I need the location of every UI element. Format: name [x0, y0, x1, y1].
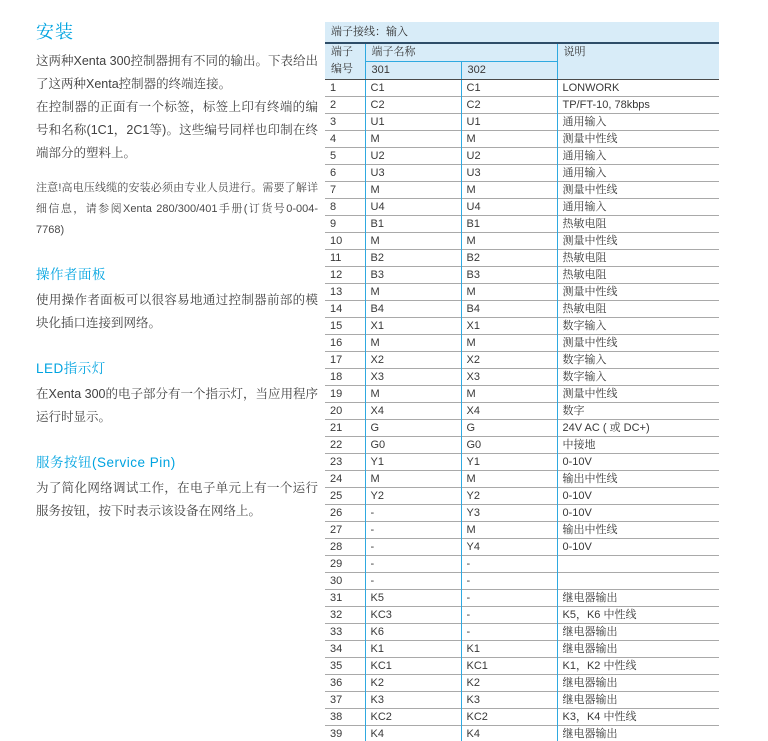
- terminal-302-cell: -: [461, 573, 557, 590]
- table-row: [325, 437, 719, 454]
- terminal-301-cell: M: [365, 131, 461, 148]
- table-row: [325, 590, 719, 607]
- terminal-number-cell: 11: [325, 250, 365, 267]
- description-cell: 数字输入: [557, 369, 719, 386]
- terminal-302-cell: U4: [461, 199, 557, 216]
- terminal-number-cell: 6: [325, 165, 365, 182]
- terminal-301-cell: B2: [365, 250, 461, 267]
- terminal-302-cell: Y2: [461, 488, 557, 505]
- terminal-301-cell: X4: [365, 403, 461, 420]
- terminal-301-cell: -: [365, 556, 461, 573]
- description-cell: 测量中性线: [557, 284, 719, 301]
- terminal-301-cell: M: [365, 182, 461, 199]
- terminal-302-cell: B2: [461, 250, 557, 267]
- table-row: [325, 726, 719, 741]
- table-row: [325, 624, 719, 641]
- terminal-number-cell: 22: [325, 437, 365, 454]
- terminal-number-cell: 13: [325, 284, 365, 301]
- terminal-number-cell: 14: [325, 301, 365, 318]
- terminal-number-cell: 7: [325, 182, 365, 199]
- terminal-302-cell: Y1: [461, 454, 557, 471]
- description-cell: 0-10V: [557, 488, 719, 505]
- description-cell: K3，K4 中性线: [557, 709, 719, 726]
- terminal-302-cell: M: [461, 471, 557, 488]
- table-row: [325, 573, 719, 590]
- table-row: [325, 488, 719, 505]
- terminal-number-cell: 19: [325, 386, 365, 403]
- table-title-row: [325, 22, 719, 43]
- description-cell: K1，K2 中性线: [557, 658, 719, 675]
- terminal-301-cell: M: [365, 233, 461, 250]
- terminal-301-cell: B3: [365, 267, 461, 284]
- terminal-number-cell: 9: [325, 216, 365, 233]
- table-title: 端子接线：输入: [325, 22, 719, 43]
- terminal-number-cell: 30: [325, 573, 365, 590]
- description-cell: 通用输入: [557, 165, 719, 182]
- table-row: [325, 352, 719, 369]
- terminal-301-cell: KC3: [365, 607, 461, 624]
- table-row: [325, 556, 719, 573]
- terminal-301-cell: C2: [365, 97, 461, 114]
- led-indicator-paragraph: 在Xenta 300的电子部分有一个指示灯，当应用程序运行时显示。: [36, 387, 318, 424]
- heading-service-pin: 服务按钮(Service Pin): [36, 455, 176, 470]
- terminal-302-cell: -: [461, 590, 557, 607]
- terminal-301-cell: K4: [365, 726, 461, 741]
- column-header-model-302: 302: [461, 62, 557, 80]
- terminal-301-cell: X3: [365, 369, 461, 386]
- table-row: [325, 505, 719, 522]
- description-cell: 0-10V: [557, 539, 719, 556]
- terminal-number-cell: 39: [325, 726, 365, 741]
- terminal-301-cell: X1: [365, 318, 461, 335]
- table-row: [325, 471, 719, 488]
- terminal-number-cell: 15: [325, 318, 365, 335]
- description-cell: K5，K6 中性线: [557, 607, 719, 624]
- terminal-302-cell: M: [461, 233, 557, 250]
- terminal-number-cell: 17: [325, 352, 365, 369]
- terminal-301-cell: U4: [365, 199, 461, 216]
- terminal-301-cell: M: [365, 284, 461, 301]
- terminal-302-cell: M: [461, 131, 557, 148]
- terminal-number-cell: 37: [325, 692, 365, 709]
- terminal-302-cell: G: [461, 420, 557, 437]
- terminal-301-cell: -: [365, 573, 461, 590]
- description-cell: 测量中性线: [557, 335, 719, 352]
- terminal-number-cell: 3: [325, 114, 365, 131]
- terminal-number-cell: 21: [325, 420, 365, 437]
- terminal-302-cell: K3: [461, 692, 557, 709]
- terminal-302-cell: KC2: [461, 709, 557, 726]
- table-row: [325, 97, 719, 114]
- table-row: [325, 131, 719, 148]
- terminal-301-cell: U1: [365, 114, 461, 131]
- terminal-number-cell: 36: [325, 675, 365, 692]
- terminal-301-cell: Y2: [365, 488, 461, 505]
- table-row: [325, 539, 719, 556]
- table-row: [325, 199, 719, 216]
- terminal-302-cell: -: [461, 624, 557, 641]
- terminal-301-cell: -: [365, 505, 461, 522]
- table-row: [325, 267, 719, 284]
- description-cell: 测量中性线: [557, 386, 719, 403]
- column-header-terminal-line1: 端子: [331, 46, 353, 58]
- terminal-301-cell: K5: [365, 590, 461, 607]
- terminal-301-cell: B4: [365, 301, 461, 318]
- table-row: [325, 114, 719, 131]
- table-row: [325, 301, 719, 318]
- terminal-302-cell: Y4: [461, 539, 557, 556]
- terminal-number-cell: 26: [325, 505, 365, 522]
- table-row: [325, 233, 719, 250]
- terminal-number-cell: 33: [325, 624, 365, 641]
- terminal-302-cell: -: [461, 556, 557, 573]
- description-cell: 通用输入: [557, 199, 719, 216]
- description-cell: 通用输入: [557, 114, 719, 131]
- terminal-number-cell: 16: [325, 335, 365, 352]
- terminal-301-cell: X2: [365, 352, 461, 369]
- table-row: [325, 420, 719, 437]
- terminal-302-cell: X1: [461, 318, 557, 335]
- terminal-number-cell: 12: [325, 267, 365, 284]
- table-row: [325, 386, 719, 403]
- table-row: [325, 454, 719, 471]
- terminal-number-cell: 29: [325, 556, 365, 573]
- terminal-301-cell: C1: [365, 80, 461, 97]
- terminal-302-cell: Y3: [461, 505, 557, 522]
- terminal-number-cell: 18: [325, 369, 365, 386]
- terminal-302-cell: M: [461, 182, 557, 199]
- terminal-302-cell: M: [461, 522, 557, 539]
- description-cell: 数字输入: [557, 318, 719, 335]
- description-cell: 继电器输出: [557, 692, 719, 709]
- terminal-301-cell: K1: [365, 641, 461, 658]
- terminal-number-cell: 4: [325, 131, 365, 148]
- column-header-model-301: 301: [365, 62, 461, 80]
- terminal-301-cell: KC2: [365, 709, 461, 726]
- table-row: [325, 522, 719, 539]
- terminal-number-cell: 25: [325, 488, 365, 505]
- install-paragraph-1: 这两种Xenta 300控制器拥有不同的输出。下表给出了这两种Xenta控制器的终端连接。: [36, 54, 318, 91]
- terminal-table-body: [325, 80, 719, 741]
- description-cell: 热敏电阻: [557, 267, 719, 284]
- terminal-301-cell: U2: [365, 148, 461, 165]
- terminal-302-cell: B4: [461, 301, 557, 318]
- terminal-302-cell: M: [461, 284, 557, 301]
- table-row: [325, 148, 719, 165]
- table-row: [325, 80, 719, 97]
- description-cell: 测量中性线: [557, 131, 719, 148]
- description-cell: 通用输入: [557, 148, 719, 165]
- terminal-302-cell: M: [461, 386, 557, 403]
- table-row: [325, 216, 719, 233]
- description-cell: [557, 556, 719, 573]
- terminal-301-cell: Y1: [365, 454, 461, 471]
- description-cell: 中接地: [557, 437, 719, 454]
- description-cell: [557, 573, 719, 590]
- description-cell: 0-10V: [557, 454, 719, 471]
- terminal-302-cell: K2: [461, 675, 557, 692]
- terminal-302-cell: M: [461, 335, 557, 352]
- table-row: [325, 403, 719, 420]
- terminal-302-cell: K4: [461, 726, 557, 741]
- table-row: [325, 658, 719, 675]
- terminal-number-cell: 27: [325, 522, 365, 539]
- column-header-description: 说明: [557, 43, 719, 80]
- terminal-number-cell: 23: [325, 454, 365, 471]
- terminal-number-cell: 24: [325, 471, 365, 488]
- terminal-301-cell: K2: [365, 675, 461, 692]
- terminal-301-cell: KC1: [365, 658, 461, 675]
- terminal-302-cell: X4: [461, 403, 557, 420]
- heading-led-indicator: LED指示灯: [36, 361, 106, 376]
- description-cell: 数字输入: [557, 352, 719, 369]
- table-row: [325, 369, 719, 386]
- description-cell: 数字: [557, 403, 719, 420]
- terminal-302-cell: G0: [461, 437, 557, 454]
- description-cell: 热敏电阻: [557, 250, 719, 267]
- left-text-column: [36, 18, 318, 523]
- description-cell: 0-10V: [557, 505, 719, 522]
- table-row: [325, 641, 719, 658]
- terminal-number-cell: 28: [325, 539, 365, 556]
- table-row: [325, 165, 719, 182]
- description-cell: LONWORK: [557, 80, 719, 97]
- terminal-302-cell: B3: [461, 267, 557, 284]
- heading-operator-panel: 操作者面板: [36, 267, 106, 282]
- terminal-301-cell: -: [365, 539, 461, 556]
- terminal-number-cell: 8: [325, 199, 365, 216]
- service-pin-paragraph: 为了简化网络调试工作，在电子单元上有一个运行服务按钮，按下时表示该设备在网络上。: [36, 481, 318, 518]
- table-row: [325, 318, 719, 335]
- terminal-number-cell: 10: [325, 233, 365, 250]
- column-header-terminal-name: 端子名称: [365, 43, 557, 62]
- terminal-number-cell: 2: [325, 97, 365, 114]
- terminal-302-cell: B1: [461, 216, 557, 233]
- terminal-302-cell: X2: [461, 352, 557, 369]
- heading-install: 安装: [36, 22, 74, 42]
- terminal-301-cell: U3: [365, 165, 461, 182]
- install-paragraph-2: 在控制器的正面有一个标签，标签上印有终端的编号和名称(1C1，2C1等)。这些编号同样也印制在终端部分的塑料上。: [36, 100, 318, 160]
- terminal-301-cell: B1: [365, 216, 461, 233]
- table-header-row-1: [325, 43, 719, 62]
- description-cell: 继电器输出: [557, 624, 719, 641]
- table-row: [325, 250, 719, 267]
- terminal-301-cell: G: [365, 420, 461, 437]
- terminal-301-cell: M: [365, 386, 461, 403]
- terminal-302-cell: C1: [461, 80, 557, 97]
- operator-panel-paragraph: 使用操作者面板可以很容易地通过控制器前部的模块化插口连接到网络。: [36, 293, 318, 330]
- terminal-number-cell: 31: [325, 590, 365, 607]
- terminal-302-cell: -: [461, 607, 557, 624]
- table-row: [325, 692, 719, 709]
- description-cell: 继电器输出: [557, 726, 719, 741]
- column-header-terminal-line2: 编号: [331, 63, 353, 75]
- table-row: [325, 182, 719, 199]
- terminal-302-cell: K1: [461, 641, 557, 658]
- terminal-number-cell: 1: [330, 82, 337, 94]
- terminal-301-cell: M: [365, 335, 461, 352]
- terminal-302-cell: C2: [461, 97, 557, 114]
- description-cell: 热敏电阻: [557, 301, 719, 318]
- terminal-302-cell: X3: [461, 369, 557, 386]
- terminal-302-cell: KC1: [461, 658, 557, 675]
- description-cell: 测量中性线: [557, 182, 719, 199]
- description-cell: 输出中性线: [557, 471, 719, 488]
- table-row: [325, 675, 719, 692]
- column-header-terminal-number: [325, 43, 365, 80]
- description-cell: TP/FT-10, 78kbps: [557, 97, 719, 114]
- table-row: [325, 607, 719, 624]
- description-cell: 测量中性线: [557, 233, 719, 250]
- terminal-301-cell: -: [365, 522, 461, 539]
- terminal-number-cell: 35: [325, 658, 365, 675]
- terminal-301-cell: M: [365, 471, 461, 488]
- terminal-number-cell: 38: [325, 709, 365, 726]
- terminal-number-cell: 32: [325, 607, 365, 624]
- terminal-301-cell: K6: [365, 624, 461, 641]
- terminal-302-cell: U2: [461, 148, 557, 165]
- description-cell: 继电器输出: [557, 590, 719, 607]
- terminal-number-cell: 34: [325, 641, 365, 658]
- terminal-301-cell: K3: [365, 692, 461, 709]
- table-row: [325, 709, 719, 726]
- table-row: [325, 284, 719, 301]
- terminal-302-cell: U3: [461, 165, 557, 182]
- table-row: [325, 335, 719, 352]
- terminal-302-cell: U1: [461, 114, 557, 131]
- terminal-table-container: [325, 22, 719, 741]
- description-cell: 24V AC ( 或 DC+): [557, 420, 719, 437]
- terminal-number-cell: 20: [325, 403, 365, 420]
- install-note: 注意!高电压线缆的安装必须由专业人员进行。需要了解详细信息，请参阅Xenta 280/300/401手册(订货号0-004-7768): [36, 182, 318, 236]
- description-cell: 输出中性线: [557, 522, 719, 539]
- terminal-number-cell: 5: [325, 148, 365, 165]
- description-cell: 继电器输出: [557, 675, 719, 692]
- description-cell: 继电器输出: [557, 641, 719, 658]
- terminal-301-cell: G0: [365, 437, 461, 454]
- description-cell: 热敏电阻: [557, 216, 719, 233]
- terminal-wiring-table: [325, 22, 719, 741]
